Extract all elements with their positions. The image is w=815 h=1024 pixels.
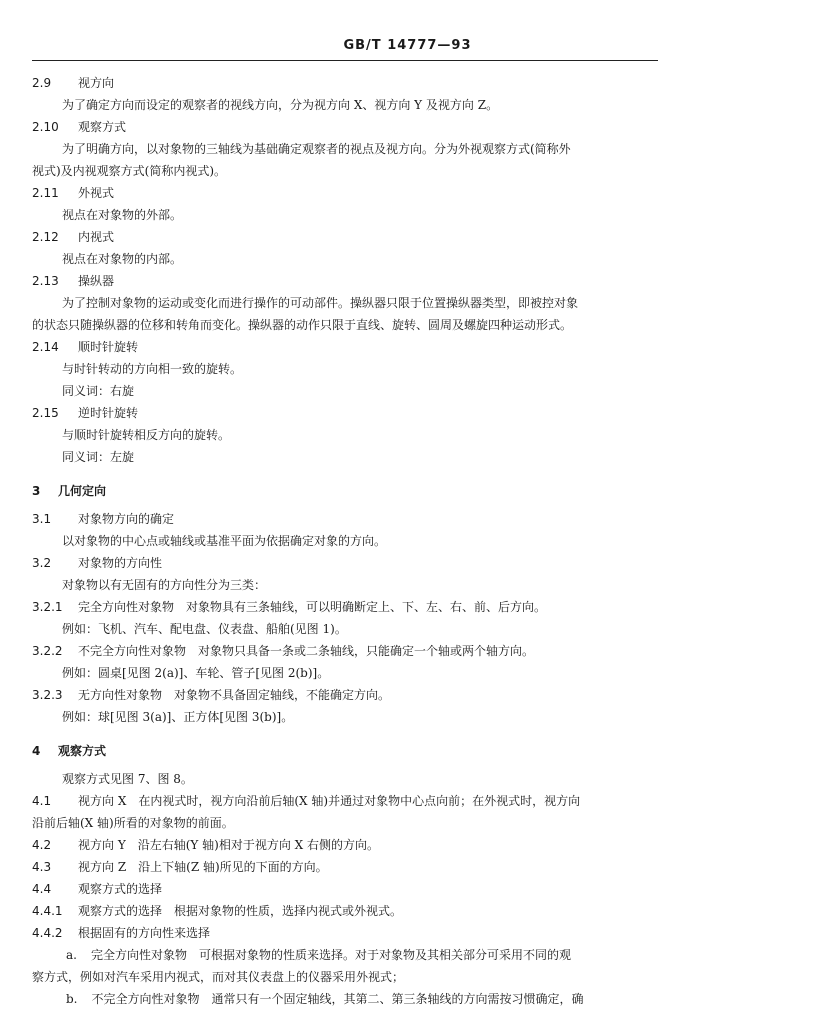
section-3-1-heading: [32, 508, 662, 530]
chapter-title: 观察方式: [58, 744, 107, 758]
section-text: 视方向 Z 沿上下轴(Z 轴)所见的下面的方向。: [78, 860, 328, 874]
section-number: 2.15: [32, 406, 59, 420]
section-4-2: [32, 834, 662, 856]
section-2-13-body-line1: 为了控制对象物的运动或变化而进行操作的可动部件。操纵器只限于位置操纵器类型，即被控对象: [62, 296, 579, 310]
chapter-number: 3: [32, 484, 41, 498]
section-4-3: [32, 856, 662, 878]
section-2-11-heading: [32, 182, 662, 204]
section-number: 3.2: [32, 556, 52, 570]
header-rule: [32, 60, 658, 61]
section-title: 顺时针旋转: [78, 340, 139, 354]
section-title: 外视式: [78, 186, 115, 200]
section-number: 4.4.1: [32, 904, 63, 918]
section-number: 4.2: [32, 838, 52, 852]
chapter-title: 几何定向: [58, 484, 107, 498]
section-2-9-heading: [32, 72, 662, 94]
section-2-13-heading: [32, 270, 662, 292]
section-number: 2.12: [32, 230, 59, 244]
section-2-15-body: 与顺时针旋转相反方向的旋转。: [62, 428, 231, 442]
section-number: 3.2.1: [32, 600, 63, 614]
section-title: 对象物的方向性: [78, 556, 163, 570]
section-number: 4.4: [32, 882, 52, 896]
section-2-15-heading: [32, 402, 662, 424]
section-4-4-2: [32, 922, 662, 944]
section-title: 视方向: [78, 76, 115, 90]
section-3-1-body: 以对象物的中心点或轴线或基准平面为依据确定对象的方向。: [62, 534, 387, 548]
section-title: 内视式: [78, 230, 115, 244]
section-2-13-body-line2: 的状态只随操纵器的位移和转角而变化。操纵器的动作只限于直线、旋转、圆周及螺旋四种运动形式。: [32, 318, 573, 332]
section-text: 完全方向性对象物 对象物具有三条轴线，可以明确断定上、下、左、右、前、后方向。: [78, 600, 547, 614]
list-item-label: b.: [66, 992, 78, 1006]
section-number: 3.1: [32, 512, 52, 526]
section-3-2-2-example: 例如：圆桌[见图 2(a)]、车轮、管子[见图 2(b)]。: [62, 666, 330, 680]
section-2-14-synonym: 同义词：右旋: [62, 384, 135, 398]
section-4-4: [32, 878, 662, 900]
section-number: 2.14: [32, 340, 59, 354]
chapter-4-heading: [32, 740, 662, 762]
section-number: 4.1: [32, 794, 52, 808]
section-3-2-1: [32, 596, 662, 618]
list-item-label: a.: [66, 948, 77, 962]
section-3-2-1-example: 例如：飞机、汽车、配电盘、仪表盘、船舶(见图 1)。: [62, 622, 347, 636]
section-4-1: [32, 790, 662, 812]
document-body: [32, 72, 662, 1010]
section-3-2-3-example: 例如：球[见图 3(a)]、正方体[见图 3(b)]。: [62, 710, 294, 724]
section-number: 3.2.2: [32, 644, 63, 658]
chapter-4-body: 观察方式见图 7、图 8。: [62, 772, 193, 786]
section-2-10-heading: [32, 116, 662, 138]
section-text: 观察方式的选择: [78, 882, 163, 896]
section-title: 操纵器: [78, 274, 115, 288]
section-number: 3.2.3: [32, 688, 63, 702]
section-2-11-body: 视点在对象物的外部。: [62, 208, 183, 222]
section-3-2-2: [32, 640, 662, 662]
list-item-a: [32, 944, 662, 966]
list-item-b: [32, 988, 662, 1010]
chapter-3-heading: [32, 480, 662, 502]
section-2-10-body-line2: 视式)及内视观察方式(简称内视式)。: [32, 164, 227, 178]
section-number: 2.13: [32, 274, 59, 288]
page-header-code: GB/T 14777—93: [343, 38, 472, 53]
section-4-1-line2: 沿前后轴(X 轴)所看的对象物的前面。: [32, 816, 234, 830]
section-2-14-body: 与时针转动的方向相一致的旋转。: [62, 362, 243, 376]
section-text: 视方向 Y 沿左右轴(Y 轴)相对于视方向 X 右侧的方向。: [78, 838, 380, 852]
section-number: 2.11: [32, 186, 59, 200]
section-2-12-body: 视点在对象物的内部。: [62, 252, 183, 266]
list-item-a-line2: 察方式，例如对汽车采用内视式，而对其仪表盘上的仪器采用外视式；: [32, 970, 405, 984]
section-text: 视方向 X 在内视式时，视方向沿前后轴(X 轴)并通过对象物中心点向前；在外视式时，视方向: [78, 794, 581, 808]
section-number: 4.4.2: [32, 926, 63, 940]
section-title: 观察方式: [78, 120, 127, 134]
section-text: 根据固有的方向性来选择: [78, 926, 211, 940]
section-2-14-heading: [32, 336, 662, 358]
section-text: 无方向性对象物 对象物不具备固定轴线，不能确定方向。: [78, 688, 391, 702]
section-number: 4.3: [32, 860, 52, 874]
section-2-15-synonym: 同义词：左旋: [62, 450, 135, 464]
section-number: 2.10: [32, 120, 59, 134]
section-text: 不完全方向性对象物 对象物只具备一条或二条轴线，只能确定一个轴或两个轴方向。: [78, 644, 535, 658]
section-3-2-heading: [32, 552, 662, 574]
section-2-12-heading: [32, 226, 662, 248]
section-4-4-1: [32, 900, 662, 922]
section-3-2-3: [32, 684, 662, 706]
section-title: 对象物方向的确定: [78, 512, 175, 526]
section-number: 2.9: [32, 76, 52, 90]
section-2-10-body-line1: 为了明确方向，以对象物的三轴线为基础确定观察者的视点及视方向。分为外视观察方式(简称外: [62, 142, 571, 156]
list-item-text: 不完全方向性对象物 通常只有一个固定轴线，其第二、第三条轴线的方向需按习惯确定，确: [91, 992, 584, 1006]
chapter-number: 4: [32, 744, 41, 758]
section-2-9-body: 为了确定方向而设定的观察者的视线方向，分为视方向 X、视方向 Y 及视方向 Z。: [62, 98, 499, 112]
section-text: 观察方式的选择 根据对象物的性质，选择内视式或外视式。: [78, 904, 403, 918]
section-3-2-body: 对象物以有无固有的方向性分为三类：: [62, 578, 267, 592]
section-title: 逆时针旋转: [78, 406, 139, 420]
list-item-text: 完全方向性对象物 可根据对象物的性质来选择。对于对象物及其相关部分可采用不同的观: [90, 948, 571, 962]
